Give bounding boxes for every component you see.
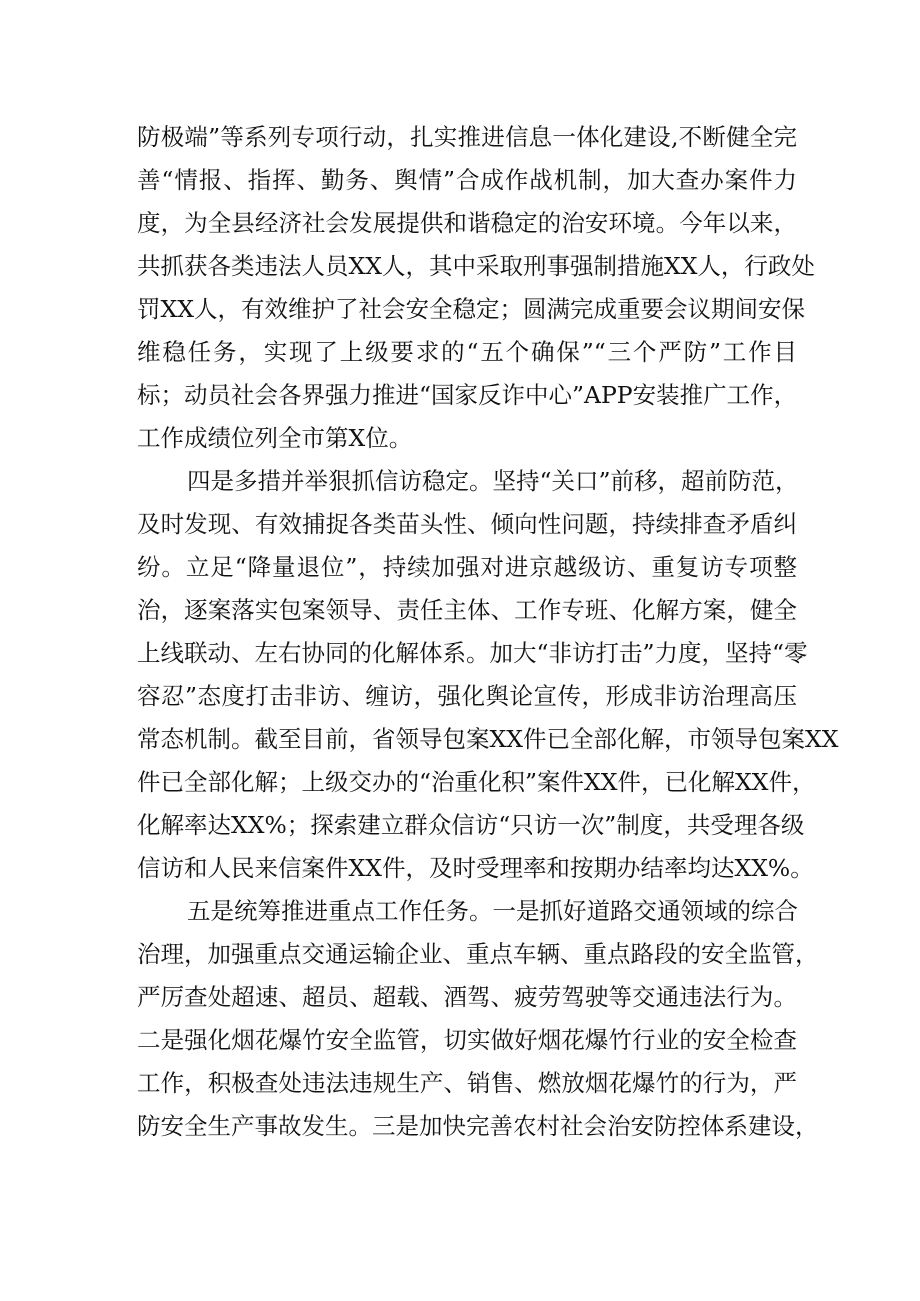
text-line: 防安全生产事故发生。三是加快完善农村社会治安防控体系建设， bbox=[137, 1112, 819, 1140]
text-line: 维稳任务，实现了上级要求的“五个确保”“三个严防”工作目 bbox=[137, 338, 797, 366]
text-line: 四是多措并举狠抓信访稳定。坚持“关口”前移，超前防范， bbox=[187, 467, 799, 495]
text-line: 五是统筹推进重点工作任务。一是抓好道路交通领域的综合 bbox=[187, 897, 798, 925]
text-line: 工作成绩位列全市第X位。 bbox=[137, 424, 413, 452]
text-line: 容忍”态度打击非访、缠访，强化舆论宣传，形成非访治理高压 bbox=[137, 682, 797, 710]
text-line: 常态机制。截至目前，省领导包案XX件已全部化解，市领导包案XX bbox=[137, 725, 839, 753]
text-line: 严厉查处超速、超员、超载、酒驾、疲劳驾驶等交通违法行为。 bbox=[137, 983, 797, 1011]
text-line: 治，逐案落实包案领导、责任主体、工作专班、化解方案，健全 bbox=[137, 596, 797, 624]
text-line: 共抓获各类违法人员XX人，其中采取刑事强制措施XX人，行政处 bbox=[137, 252, 815, 280]
text-line: 化解率达XX%；探索建立群众信访“只访一次”制度，共受理各级 bbox=[137, 811, 805, 839]
text-line: 工作，积极查处违法违规生产、销售、燃放烟花爆竹的行为，严 bbox=[137, 1069, 797, 1097]
text-line: 信访和人民来信案件XX件，及时受理率和按期办结率均达XX%。 bbox=[137, 854, 814, 882]
text-line: 度，为全县经济社会发展提供和谐稳定的治安环境。今年以来， bbox=[137, 209, 797, 237]
text-line: 善“情报、指挥、勤务、舆情”合成作战机制，加大查办案件力 bbox=[137, 166, 797, 194]
text-line: 防极端”等系列专项行动，扎实推进信息一体化建设,不断健全完 bbox=[137, 123, 797, 151]
text-line: 治理，加强重点交通运输企业、重点车辆、重点路段的安全监管， bbox=[137, 940, 819, 968]
text-line: 件已全部化解；上级交办的“治重化积”案件XX件，已化解XX件， bbox=[137, 768, 816, 796]
text-line: 及时发现、有效捕捉各类苗头性、倾向性问题，持续排查矛盾纠 bbox=[137, 510, 797, 538]
text-line: 标；动员社会各界强力推进“国家反诈中心”APP安装推广工作， bbox=[137, 381, 798, 409]
text-line: 纷。立足“降量退位”，持续加强对进京越级访、重复访专项整 bbox=[137, 553, 797, 581]
text-line: 二是强化烟花爆竹安全监管，切实做好烟花爆竹行业的安全检查 bbox=[137, 1026, 797, 1054]
text-line: 上线联动、左右协同的化解体系。加大“非访打击”力度，坚持“零 bbox=[137, 639, 808, 667]
text-line: 罚XX人，有效维护了社会安全稳定；圆满完成重要会议期间安保 bbox=[137, 295, 805, 323]
